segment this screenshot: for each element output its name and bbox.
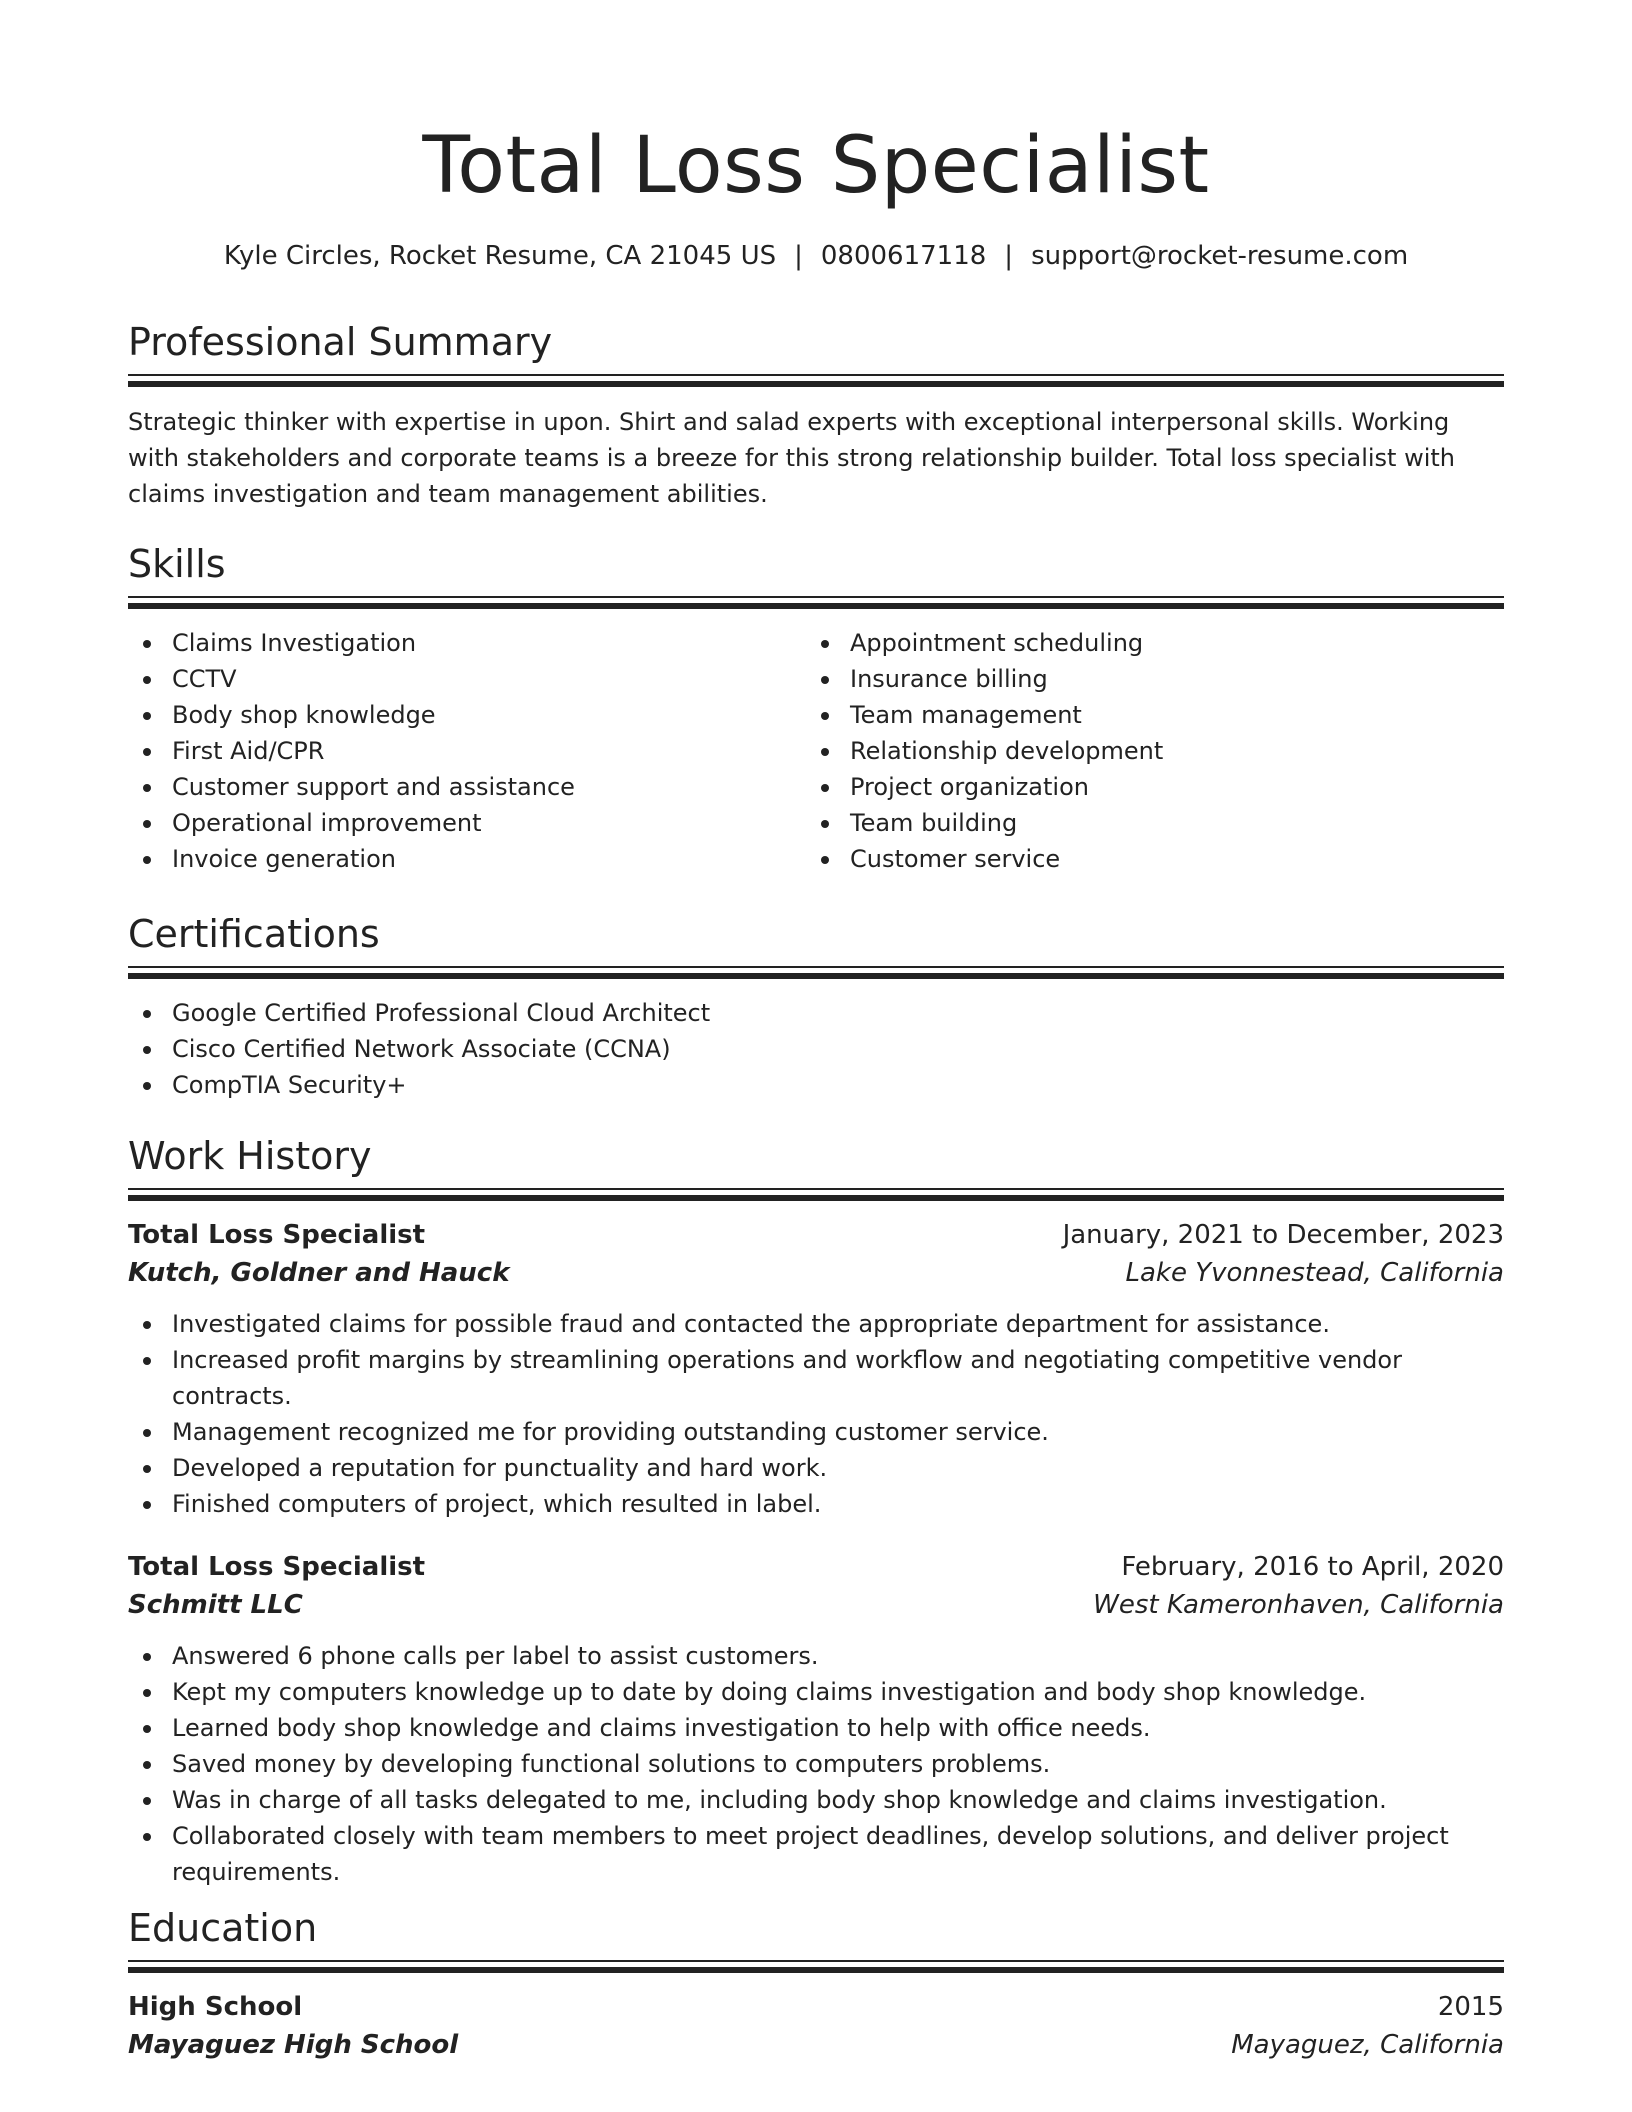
education-heading: Education — [128, 1906, 318, 1950]
contact-separator: | — [1004, 241, 1014, 271]
contact-separator: | — [794, 241, 803, 271]
certification-item: CompTIA Security+ — [128, 1067, 1504, 1103]
skill-item: Body shop knowledge — [128, 697, 806, 733]
job-dates: January, 2021 to December, 2023 — [1062, 1220, 1504, 1250]
education-degree: High School — [128, 1992, 303, 2022]
education-section — [128, 1904, 1504, 2064]
summary-heading: Professional Summary — [128, 320, 553, 364]
job-company: Schmitt LLC — [128, 1590, 303, 1620]
skill-item: Invoice generation — [128, 841, 806, 877]
job-dates: February, 2016 to April, 2020 — [1121, 1552, 1504, 1582]
resume-title: Total Loss Specialist — [422, 121, 1210, 211]
section-divider — [128, 596, 1504, 610]
education-entry — [128, 1988, 1504, 2064]
skill-item: Customer service — [806, 841, 1484, 877]
certifications-heading: Certifications — [128, 912, 380, 956]
section-divider — [128, 1960, 1504, 1974]
skill-item: Team building — [806, 805, 1484, 841]
job-bullet: Saved money by developing functional solutions to computers problems. — [128, 1746, 1504, 1782]
skills-heading: Skills — [128, 542, 226, 586]
education-subheader — [128, 2026, 1504, 2064]
job-bullet: Investigated claims for possible fraud and contacted the appropriate department for assistance. — [128, 1306, 1504, 1342]
job-header — [128, 1548, 1504, 1586]
summary-text: Strategic thinker with expertise in upon. Shirt and salad experts with exceptional interpersonal skills. Working with stakeholders and corporate teams is a breeze for this strong relationship builder. Total loss specialist with claims investigation and team management abilities. — [128, 408, 1455, 508]
skill-item: Project organization — [806, 769, 1484, 805]
skill-item: Relationship development — [806, 733, 1484, 769]
skill-item: Claims Investigation — [128, 625, 806, 661]
job-bullet: Developed a reputation for punctuality and hard work. — [128, 1450, 1504, 1486]
job-location: West Kameronhaven, California — [1093, 1590, 1504, 1620]
job-bullet: Learned body shop knowledge and claims investigation to help with office needs. — [128, 1710, 1504, 1746]
certification-item: Google Certified Professional Cloud Architect — [128, 995, 1504, 1031]
job-bullets — [128, 1638, 1504, 1890]
contact-email: support@rocket-resume.com — [1031, 241, 1409, 271]
job-entry — [128, 1216, 1504, 1522]
section-divider — [128, 374, 1504, 388]
job-entry — [128, 1548, 1504, 1890]
work-history-section — [128, 1132, 1504, 1890]
skills-list-left — [128, 625, 806, 877]
job-bullet: Answered 6 phone calls per label to assist customers. — [128, 1638, 1504, 1674]
skill-item: Team management — [806, 697, 1484, 733]
skill-item: Insurance billing — [806, 661, 1484, 697]
contact-phone: 0800617118 — [820, 241, 987, 271]
job-bullet: Finished computers of project, which resulted in label. — [128, 1486, 1504, 1522]
section-divider — [128, 1188, 1504, 1202]
skill-item: CCTV — [128, 661, 806, 697]
certification-item: Cisco Certified Network Associate (CCNA) — [128, 1031, 1504, 1067]
job-subheader — [128, 1254, 1504, 1292]
education-header — [128, 1988, 1504, 2026]
certifications-section — [128, 910, 1504, 1103]
job-location: Lake Yvonnestead, California — [1125, 1258, 1504, 1288]
job-bullets — [128, 1306, 1504, 1522]
contact-address: Kyle Circles, Rocket Resume, CA 21045 US — [223, 241, 777, 271]
skill-item: First Aid/CPR — [128, 733, 806, 769]
skills-list-right — [806, 625, 1484, 877]
job-header — [128, 1216, 1504, 1254]
section-divider — [128, 966, 1504, 980]
summary-section — [128, 318, 1504, 512]
skill-item: Operational improvement — [128, 805, 806, 841]
job-bullet: Kept my computers knowledge up to date by doing claims investigation and body shop knowledge. — [128, 1674, 1504, 1710]
job-company: Kutch, Goldner and Hauck — [128, 1258, 510, 1288]
job-bullet: Increased profit margins by streamlining operations and workflow and negotiating competitive vendor contracts. — [128, 1342, 1504, 1414]
education-year: 2015 — [1437, 1992, 1504, 2022]
skills-columns — [128, 625, 1504, 877]
certifications-list — [128, 995, 1504, 1103]
contact-line — [128, 238, 1504, 274]
job-title: Total Loss Specialist — [128, 1552, 426, 1582]
job-bullet: Management recognized me for providing outstanding customer service. — [128, 1414, 1504, 1450]
education-location: Mayaguez, California — [1231, 2030, 1504, 2060]
skill-item: Customer support and assistance — [128, 769, 806, 805]
job-bullet: Was in charge of all tasks delegated to me, including body shop knowledge and claims investigation. — [128, 1782, 1504, 1818]
skills-section — [128, 540, 1504, 877]
skill-item: Appointment scheduling — [806, 625, 1484, 661]
job-title: Total Loss Specialist — [128, 1220, 426, 1250]
job-bullet: Collaborated closely with team members to meet project deadlines, develop solutions, and deliver project requirements. — [128, 1818, 1504, 1890]
job-subheader — [128, 1586, 1504, 1624]
work-history-heading: Work History — [128, 1134, 372, 1178]
education-school: Mayaguez High School — [128, 2030, 459, 2060]
